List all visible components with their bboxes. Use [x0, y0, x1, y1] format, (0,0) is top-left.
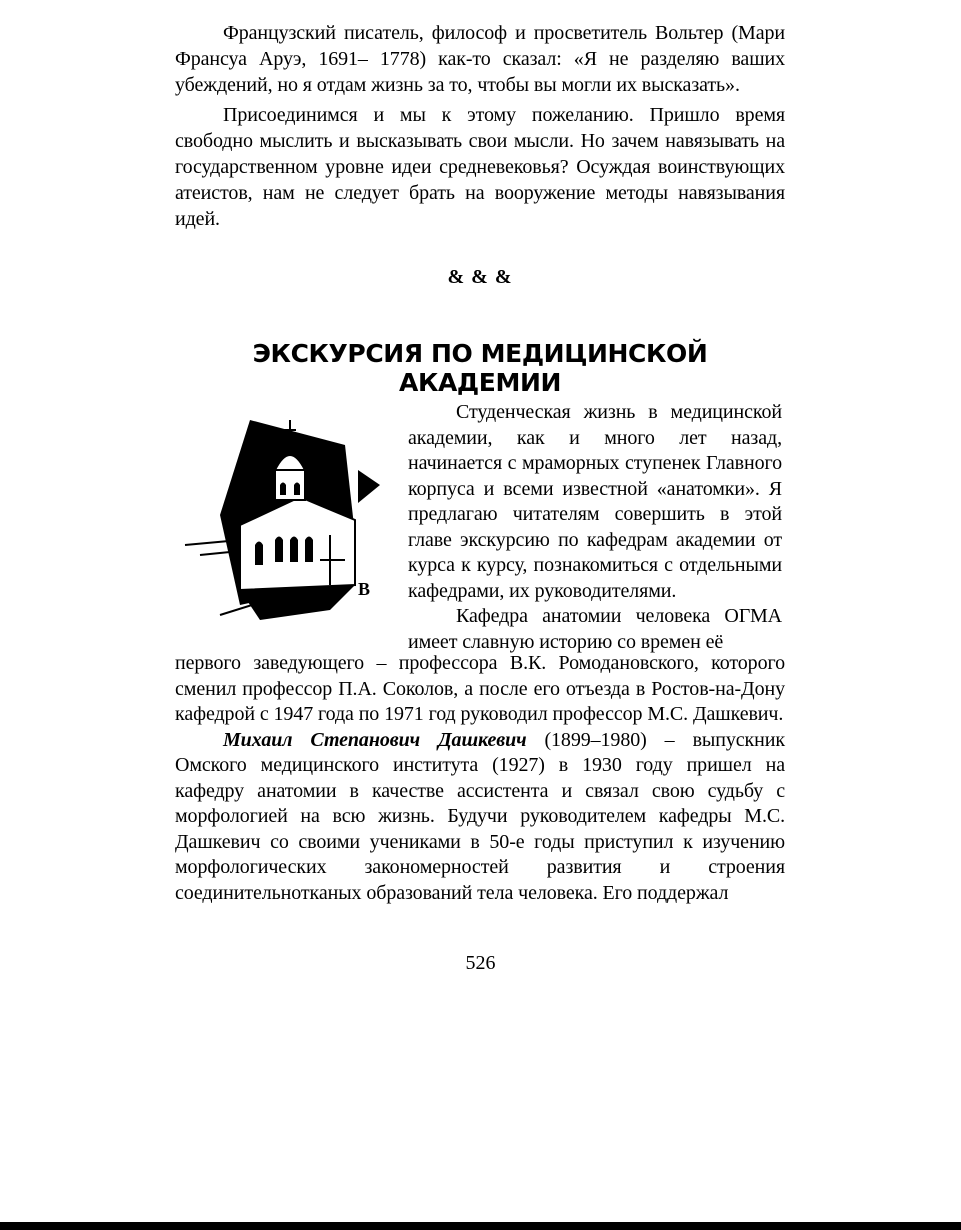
- intro-text: [408, 400, 782, 655]
- chapter-heading: ЭКСКУРСИЯ ПО МЕДИЦИНСКОЙ АКАДЕМИИ: [252, 339, 708, 397]
- paragraph-student-life: Студенческая жизнь в медицинской академии, как и много лет назад, начинается с мраморных ступенек Главного корпуса и всеми известной «анатомки». Я предлагаю читателям совершить в этой главе экскурсию по кафедрам академии от курса к курсу, познакомиться с отдельными кафедрами, их руководителями.: [408, 401, 782, 602]
- bio-text: (1899–1980) – выпускник Омского медицинского института (1927) в 1930 году пришел на кафедру анатомии в качестве ассистента и связал свою судьбу с морфологией на всю жизнь. Будучи руководителем кафедры М.С. Дашкевич со своими учениками в 50-е годы приступил к изучению морфологических закономерностей развития и строения соединительнотканых образований тела человека. Его поддержал: [175, 728, 785, 904]
- paragraph-voltaire: Французский писатель, философ и просветитель Вольтер (Мари Франсуа Аруэ, 1691– 1778) как-то сказал: «Я не разделяю ваших убеждений, но я отдам жизнь за то, чтобы вы могли их высказать».: [175, 22, 785, 96]
- bio-name: Михаил Степанович Дашкевич: [223, 728, 527, 751]
- paragraph-continuation: первого заведующего – профессора В.К. Ромодановского, которого сменил профессор П.А. Соколов, а после его отъезда в Ростов-на-Дону кафедрой с 1947 года по 1971 год руководил профессор М.С. Дашкевич.: [175, 652, 785, 725]
- paragraph-anatomy-dept: Кафедра анатомии человека ОГМА имеет славную историю со времен её: [408, 605, 782, 653]
- paragraph-bio: [175, 728, 785, 907]
- page-number: 526: [465, 952, 496, 974]
- paragraph-freedom: Присоединимся и мы к этому пожеланию. Пришло время свободно мыслить и высказывать свои мысли. Но зачем навязывать на государственном уровне идеи средневековья? Осуждая воинствующих атеистов, нам не следует брать на вооружение методы навязывания идей.: [175, 104, 785, 230]
- top-text: [175, 20, 785, 289]
- continuation-text: [175, 651, 785, 906]
- figure-signature: В: [358, 579, 371, 599]
- academy-building-icon: [180, 415, 390, 625]
- section-separator: & & &: [447, 266, 513, 288]
- bottom-border: [0, 1222, 961, 1230]
